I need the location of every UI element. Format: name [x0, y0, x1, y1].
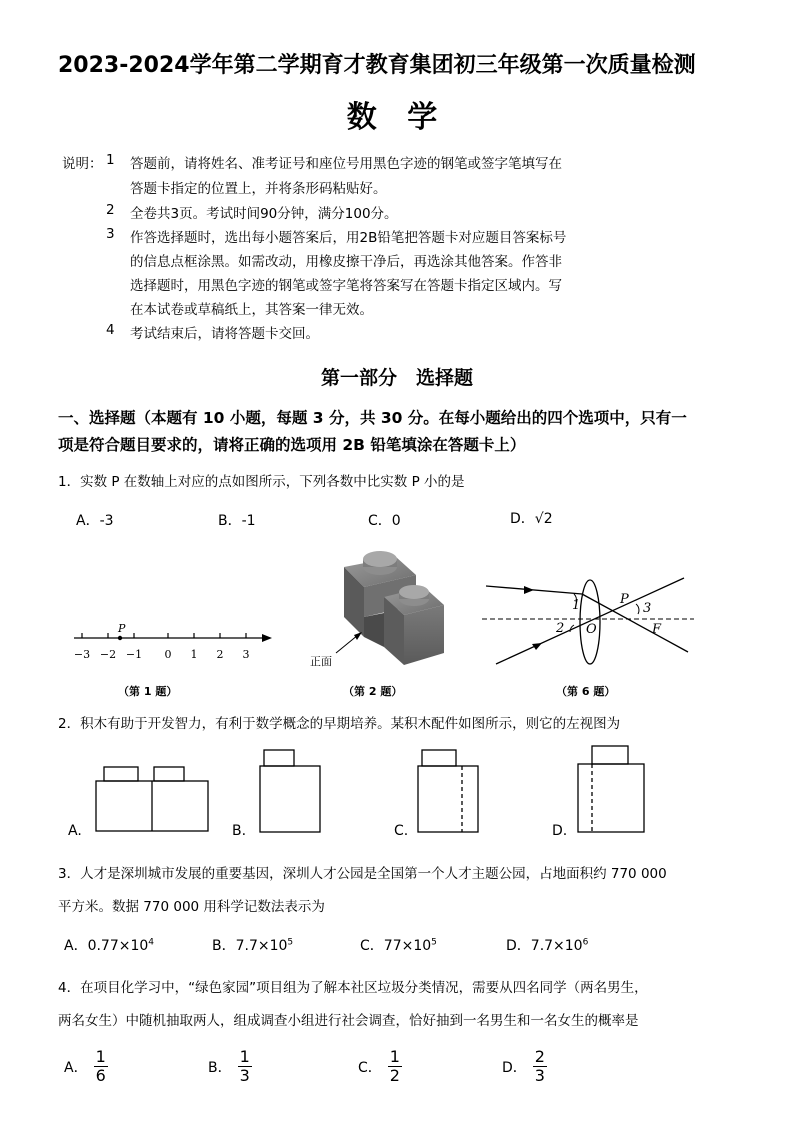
q2-option-d-label: D.	[552, 823, 568, 839]
section-instructions-line2: 项是符合题目要求的，请将正确的选项用 2B 铅笔填涂在答题卡上）	[58, 436, 526, 454]
q3-option-exponent: 5	[287, 937, 294, 948]
fraction-numerator: 1	[95, 1047, 106, 1066]
q3-option-a	[64, 935, 154, 955]
q3-option-c	[360, 935, 437, 955]
note-line: 全卷共3页。考试时间90分钟，满分100分。	[130, 206, 398, 222]
q3-option-exponent: 4	[148, 937, 155, 948]
q4-option-label: C．	[358, 1059, 382, 1076]
question-3-line1: 3．人才是深圳城市发展的重要基因，深圳人才公园是全国第一个人才主题公园，占地面积约 770 000	[58, 866, 667, 882]
q4-option-label: A．	[64, 1059, 88, 1076]
q2-option-a-label: A.	[68, 823, 82, 839]
fraction	[94, 1048, 108, 1085]
q1-option-b: B．-1	[218, 513, 256, 529]
fraction-denominator: 3	[534, 1066, 545, 1085]
block-3d-figure	[300, 545, 470, 670]
q2-option-c-label: C.	[394, 823, 409, 839]
number-line-tick-label: 2	[216, 648, 224, 661]
q1-option-a: A．-3	[76, 513, 114, 529]
q4-option-d	[502, 1048, 547, 1085]
q3-option-label: D．	[506, 938, 531, 954]
q3-option-d	[506, 935, 588, 955]
q4-option-b	[208, 1048, 252, 1085]
note-line: 选择题时，用黑色字迹的钢笔或签字笔将答案写在答题卡指定区域内。写	[130, 278, 562, 294]
point-o-label: O	[586, 622, 597, 637]
point-p-label: P	[620, 592, 629, 607]
question-3-line2: 平方米。数据 770 000 用科学记数法表示为	[58, 899, 325, 915]
section-instructions-line1: 一、选择题（本题有 10 小题，每题 3 分，共 30 分。在每小题给出的四个选项中，只有一	[58, 409, 687, 427]
q4-option-label: B．	[208, 1059, 232, 1076]
q2-option-c-figure	[416, 748, 486, 836]
note-number: 1	[106, 152, 115, 168]
number-line-tick-label: 0	[164, 648, 172, 661]
q3-option-base: 0.77×10	[87, 938, 149, 954]
fraction-numerator: 2	[534, 1047, 545, 1066]
angle-2-label: 2	[556, 621, 565, 636]
q2-option-b-label: B.	[232, 823, 247, 839]
front-view-label: 正面	[310, 655, 332, 668]
q3-option-exponent: 6	[582, 937, 589, 948]
q3-option-base: 77×10	[383, 938, 432, 954]
angle-3-label: 3	[643, 601, 652, 616]
note-line: 作答选择题时，选出每小题答案后，用2B铅笔把答题卡对应题目答案标号	[130, 230, 567, 246]
q3-option-label: B．	[212, 938, 236, 954]
fraction	[238, 1048, 252, 1085]
q2-option-b-figure	[258, 748, 328, 836]
q4-option-c	[358, 1048, 402, 1085]
q1-option-d: D．√2	[510, 511, 553, 527]
q3-option-label: A．	[64, 938, 88, 954]
q4-option-a	[64, 1048, 108, 1085]
fraction	[388, 1048, 402, 1085]
note-number: 3	[106, 226, 115, 242]
number-line-figure	[68, 620, 278, 670]
number-line-tick-label: −2	[99, 648, 117, 661]
question-2-text: 2．积木有助于开发智力，有利于数学概念的早期培养。某积木配件如图所示，则它的左视图为	[58, 716, 621, 732]
subject-title: 数 学	[346, 100, 448, 135]
number-line-tick-label: 3	[242, 648, 250, 661]
q3-option-b	[212, 935, 293, 955]
fraction	[533, 1048, 547, 1085]
part-title: 第一部分 选择题	[320, 367, 473, 389]
q2-option-a-figure	[94, 765, 214, 835]
question-1-text: 1．实数 P 在数轴上对应的点如图所示，下列各数中比实数 P 小的是	[58, 474, 465, 490]
fraction-numerator: 1	[239, 1047, 250, 1066]
q3-option-exponent: 5	[431, 937, 437, 948]
lens-optics-figure	[478, 570, 698, 670]
angle-1-label: 1	[572, 598, 581, 613]
fraction-denominator: 2	[389, 1066, 400, 1085]
figure-2-caption: （第 2 题）	[343, 685, 403, 698]
q1-option-c: C．0	[368, 513, 401, 529]
q3-option-label: C．	[360, 938, 384, 954]
figure-1-caption: （第 1 题）	[118, 685, 178, 698]
note-line: 的信息点框涂黑。如需改动，用橡皮擦干净后，再选涂其他答案。作答非	[130, 254, 562, 270]
note-line: 答题前，请将姓名、准考证号和座位号用黑色字迹的钢笔或签字笔填写在	[130, 156, 562, 172]
note-line: 考试结束后，请将答题卡交回。	[130, 326, 319, 342]
q4-option-label: D．	[502, 1059, 527, 1076]
number-line-point-label: P	[118, 622, 126, 635]
number-line-tick-label: 1	[190, 648, 198, 661]
note-line: 在本试卷或草稿纸上，其答案一律无效。	[130, 302, 373, 318]
fraction-numerator: 1	[389, 1047, 400, 1066]
q2-option-d-figure	[576, 744, 648, 836]
number-line-tick-label: −1	[125, 648, 143, 661]
question-4-line2: 两名女生）中随机抽取两人，组成调查小组进行社会调查，恰好抽到一名男生和一名女生的概率是	[58, 1013, 639, 1029]
number-line-tick-label: −3	[73, 648, 91, 661]
point-f-label: F	[652, 622, 662, 637]
figure-6-caption: （第 6 题）	[556, 685, 616, 698]
note-number: 2	[106, 202, 115, 218]
note-line: 答题卡指定的位置上，并将条形码粘贴好。	[130, 181, 387, 197]
notes-label: 说明：	[62, 156, 103, 172]
fraction-denominator: 3	[239, 1066, 250, 1085]
exam-title: 2023-2024学年第二学期育才教育集团初三年级第一次质量检测	[58, 53, 696, 78]
question-4-line1: 4．在项目化学习中，“绿色家园”项目组为了解本社区垃圾分类情况，需要从四名同学（两名男生，	[58, 980, 648, 996]
q3-option-base: 7.7×10	[235, 938, 288, 954]
note-number: 4	[106, 322, 115, 338]
fraction-denominator: 6	[95, 1066, 106, 1085]
q3-option-base: 7.7×10	[530, 938, 583, 954]
